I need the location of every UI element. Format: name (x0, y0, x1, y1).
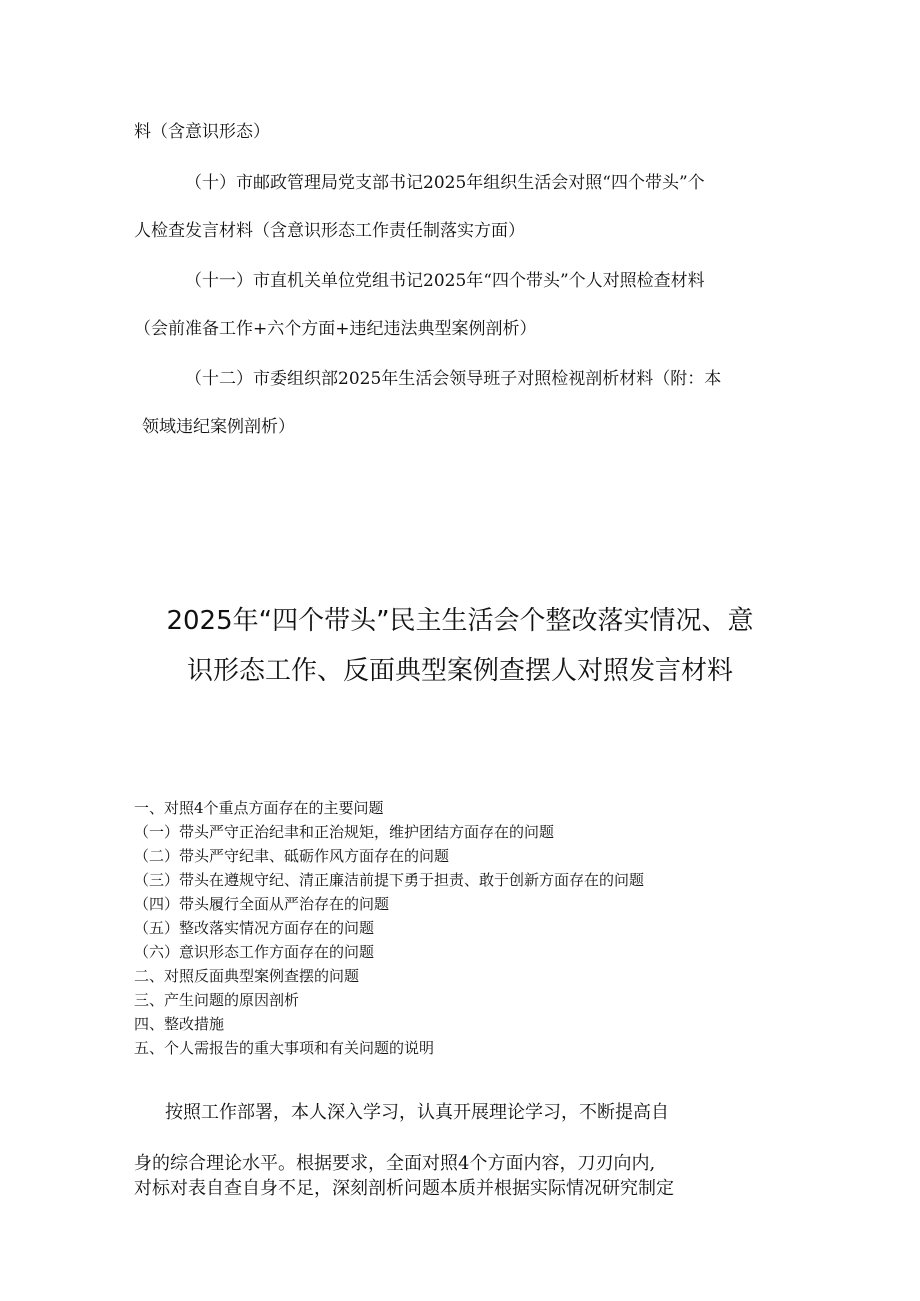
intro-list-item: 领域违纪案例剖析） (142, 417, 295, 437)
outline-item: （五）整改落实情况方面存在的问题 (134, 919, 375, 937)
body-line: 对标对表自查自身不足，深刻剖析问题本质并根据实际情况研究制定 (134, 1178, 674, 1199)
outline-item: 三、产生问题的原因剖析 (134, 991, 300, 1009)
outline-item: （三）带头在遵规守纪、清正廉洁前提下勇于担责、敢于创新方面存在的问题 (134, 871, 645, 889)
outline-item: （二）带头严守纪聿、砥砺作风方面存在的问题 (134, 847, 450, 865)
outline-item: （六）意识形态工作方面存在的问题 (134, 943, 375, 961)
outline-item: 一、对照4个重点方面存在的主要问题 (134, 799, 384, 817)
intro-list-item: （十）市邮政管理局党支部书记2025年组织生活会对照“四个带头”个 (185, 173, 705, 193)
intro-list-item: 人检查发言材料（含意识形态工作责任制落实方面） (134, 221, 525, 241)
outline-item: （四）带头履行全面从严治存在的问题 (134, 895, 390, 913)
outline-item: 四、整改措施 (134, 1015, 225, 1033)
intro-list-item: （十二）市委组织部2025年生活会领导班子对照检视剖析材料（附：本 (185, 369, 722, 389)
intro-list-item: （十一）市直机关单位党组书记2025年“四个带头”个人对照检查材料 (185, 271, 705, 291)
document-title-line-2: 识形态工作、反面典型案例查摆人对照发言材料 (186, 656, 733, 686)
outline-item: （一）带头严守正治纪聿和正治规矩，维护团结方面存在的问题 (134, 823, 555, 841)
outline-item: 二、对照反面典型案例查摆的问题 (134, 967, 360, 985)
outline-item: 五、个人需报告的重大事项和有关问题的说明 (134, 1039, 435, 1057)
intro-list-item: 料（含意识形态） (134, 122, 270, 142)
document-title-line-1: 2025年“四个带头”民主生活会个整改落实情况、意 (166, 606, 754, 636)
body-line: 按照工作部署，本人深入学习，认真开展理论学习，不断提高自 (165, 1102, 669, 1123)
body-line: 身的综合理论水平。根据要求，全面对照4个方面内容，刀刃向内, (134, 1153, 656, 1174)
intro-list-item: （会前准备工作+六个方面+违纪违法典型案例剖析） (134, 319, 537, 339)
